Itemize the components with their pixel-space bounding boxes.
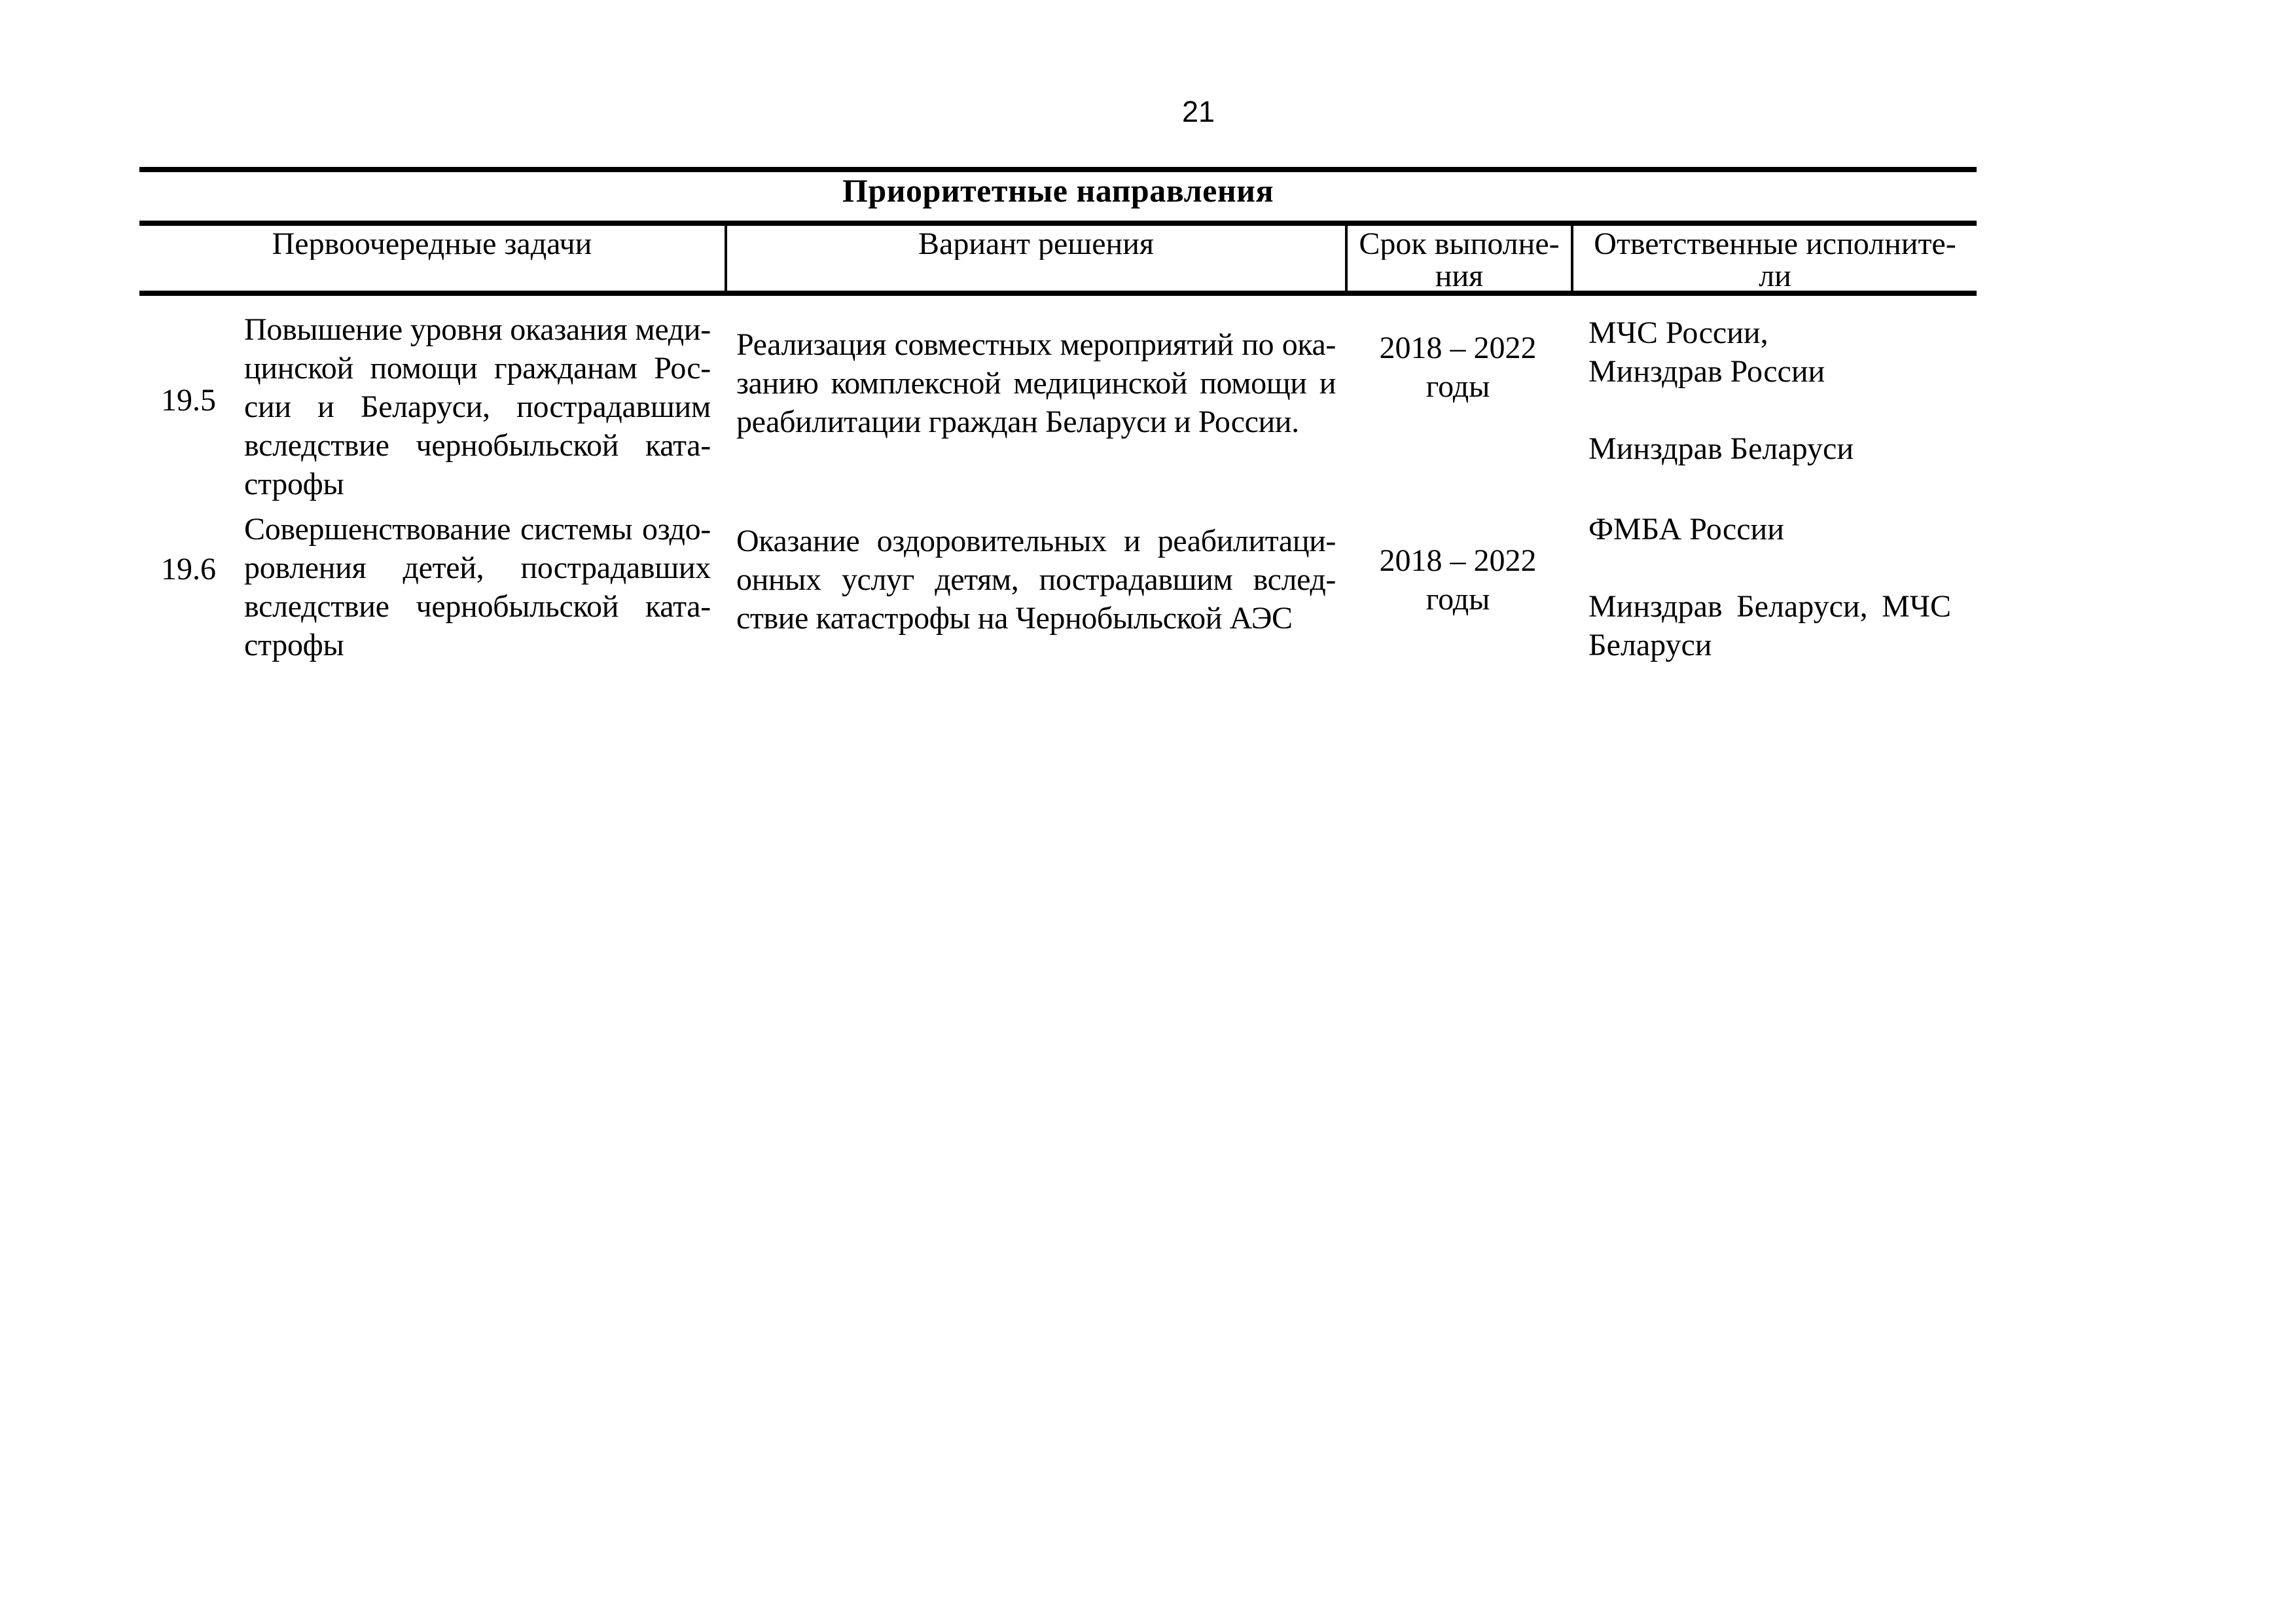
priorities-table: [139, 167, 1977, 680]
page-number: 21: [1182, 95, 1215, 128]
header-cell-responsible: Ответственные исполните- ли: [1571, 226, 1977, 291]
responsible-cell: [1571, 510, 1977, 680]
table-top-rule: [139, 167, 1977, 172]
table-row-19-5: [139, 296, 1977, 510]
task-cell: [139, 510, 725, 680]
deadline-text: 2018 – 2022 годы: [1379, 331, 1537, 404]
responsible-text: ФМБА России Минздрав Беларуси, МЧС Беларуси: [1588, 512, 1951, 662]
header-cell-solution: Вариант решения: [725, 226, 1345, 291]
solution-text: Оказание оздоровительных и реабилитаци- онных услуг детям, пострадавшим вслед- ствие катастрофы на Чернобыльской АЭС: [736, 524, 1336, 636]
solution-text: Реализация совместных мероприятий по ока- занию комплексной медицинской помощи и реабилитации граждан Беларуси и России.: [736, 327, 1336, 439]
task-text: Совершенствование системы оздо- ровления детей, пострадавших вследствие чернобыльской ката- строфы: [244, 512, 711, 662]
table-row-19-6: [139, 510, 1977, 680]
responsible-cell: [1571, 296, 1977, 510]
title-bottom-rule: [139, 221, 1977, 226]
task-text: Повышение уровня оказания меди- цинской помощи гражданам Рос- сии и Беларуси, пострадавшим вследствие чернобыльской ката- строфы: [244, 312, 711, 501]
solution-cell: [725, 510, 1345, 680]
row-number: 19.5: [161, 383, 216, 418]
deadline-text: 2018 – 2022 годы: [1379, 543, 1537, 617]
deadline-cell: [1345, 296, 1571, 510]
deadline-cell: [1345, 510, 1571, 680]
row-number: 19.6: [161, 552, 216, 586]
table-title: Приоритетные направления: [842, 172, 1274, 209]
responsible-text: МЧС России, Минздрав России Минздрав Беларуси: [1588, 316, 1854, 466]
task-cell: [139, 296, 725, 510]
table-header-row: [139, 226, 1977, 291]
header-cell-tasks: Первоочередные задачи: [272, 228, 592, 260]
solution-cell: [725, 296, 1345, 510]
header-cell-deadline: Срок выполне- ния: [1345, 226, 1571, 291]
table-title-row: [139, 172, 1977, 221]
